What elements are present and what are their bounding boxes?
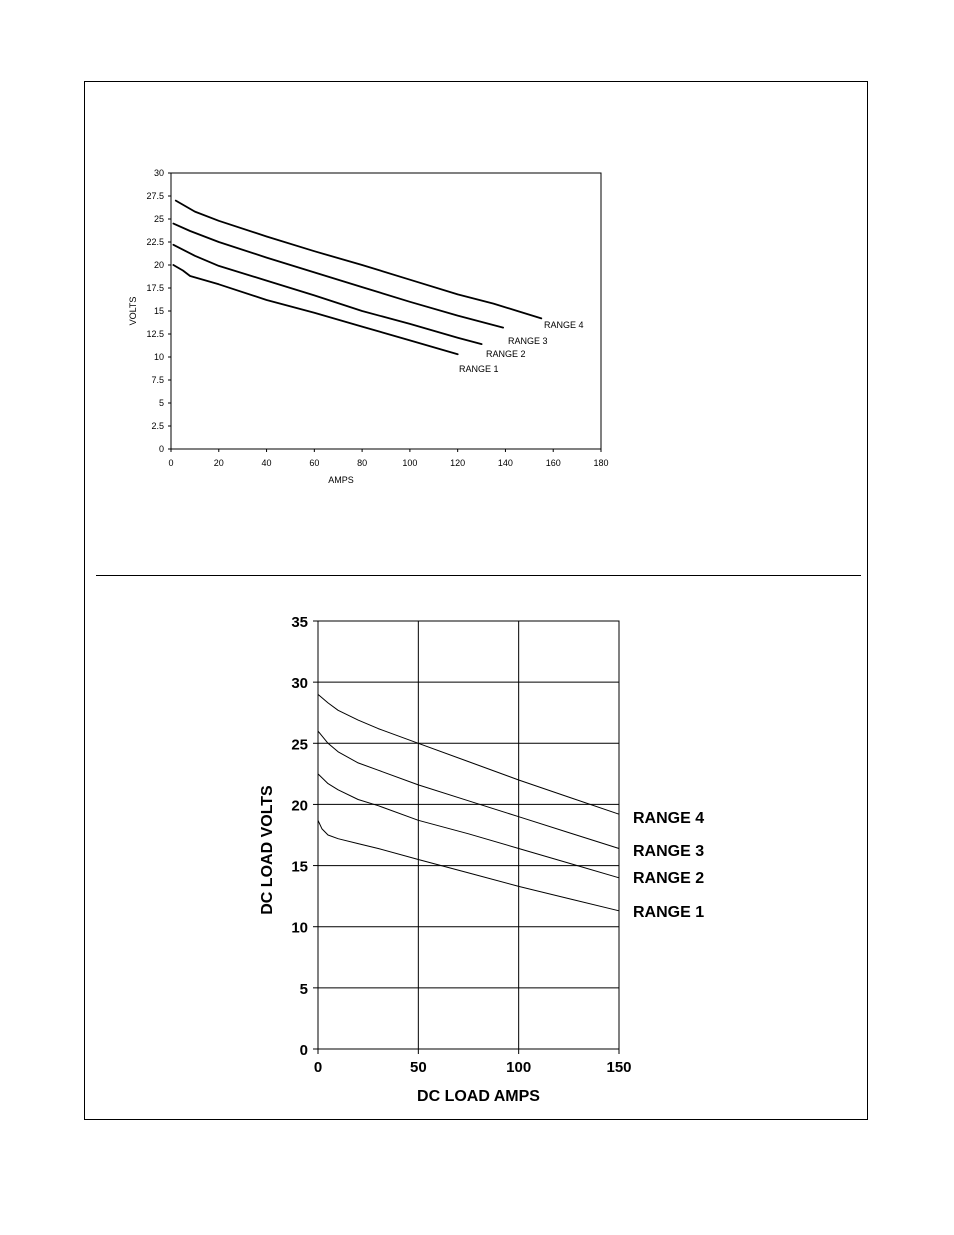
y-tick-label-20: 20	[153, 260, 164, 270]
x-tick-label-150: 150	[606, 1059, 632, 1076]
x-tick-label-0: 0	[168, 458, 174, 468]
plot-area	[318, 621, 619, 1049]
y-tick-label-10: 10	[291, 919, 308, 937]
series-label-range-3: RANGE 3	[633, 843, 705, 860]
x-tick-label-120: 120	[450, 458, 466, 468]
y-tick-label-10: 10	[153, 352, 164, 362]
y-tick-label-7-5: 7.5	[151, 375, 164, 385]
series-line-range-3	[318, 731, 619, 848]
series-label-range-1: RANGE 1	[633, 904, 705, 921]
y-tick-label-30: 30	[291, 675, 308, 693]
y-tick-label-2-5: 2.5	[151, 421, 164, 431]
y-tick-label-5: 5	[299, 980, 308, 998]
y-tick-label-20: 20	[291, 797, 308, 815]
y-tick-label-30: 30	[153, 168, 164, 178]
x-tick-label-100: 100	[506, 1059, 532, 1076]
x-tick-label-80: 80	[357, 458, 368, 468]
y-axis-label: VOLTS	[128, 296, 138, 326]
y-tick-label-35: 35	[291, 614, 308, 631]
y-tick-label-15: 15	[153, 306, 164, 316]
x-tick-label-160: 160	[545, 458, 561, 468]
x-tick-label-100: 100	[402, 458, 418, 468]
y-tick-label-12-5: 12.5	[146, 329, 164, 339]
y-tick-label-25: 25	[153, 214, 164, 224]
x-tick-label-60: 60	[309, 458, 320, 468]
x-tick-label-20: 20	[213, 458, 224, 468]
x-tick-label-40: 40	[261, 458, 272, 468]
y-tick-label-27-5: 27.5	[146, 191, 164, 201]
y-tick-label-0: 0	[299, 1042, 308, 1059]
y-tick-label-5: 5	[158, 398, 164, 408]
series-label-range-4: RANGE 4	[544, 320, 584, 330]
x-tick-label-180: 180	[593, 458, 609, 468]
x-axis-label: DC LOAD AMPS	[417, 1088, 540, 1105]
y-axis-label: DC LOAD VOLTS	[259, 785, 276, 915]
y-tick-label-17-5: 17.5	[146, 283, 164, 293]
series-line-range-4	[318, 694, 619, 814]
series-line-range-2	[318, 774, 619, 878]
series-label-range-4: RANGE 4	[633, 810, 705, 827]
series-label-range-2: RANGE 2	[486, 349, 526, 359]
y-tick-label-25: 25	[291, 736, 308, 754]
series-label-range-3: RANGE 3	[508, 336, 548, 346]
y-tick-label-0: 0	[158, 444, 164, 454]
y-tick-label-22-5: 22.5	[146, 237, 164, 247]
x-tick-label-0: 0	[313, 1059, 323, 1076]
x-axis-label: AMPS	[328, 475, 354, 485]
x-tick-label-50: 50	[409, 1059, 427, 1076]
series-label-range-2: RANGE 2	[633, 870, 705, 887]
series-label-range-1: RANGE 1	[459, 364, 499, 374]
x-tick-label-140: 140	[497, 458, 513, 468]
y-tick-label-15: 15	[291, 858, 308, 876]
